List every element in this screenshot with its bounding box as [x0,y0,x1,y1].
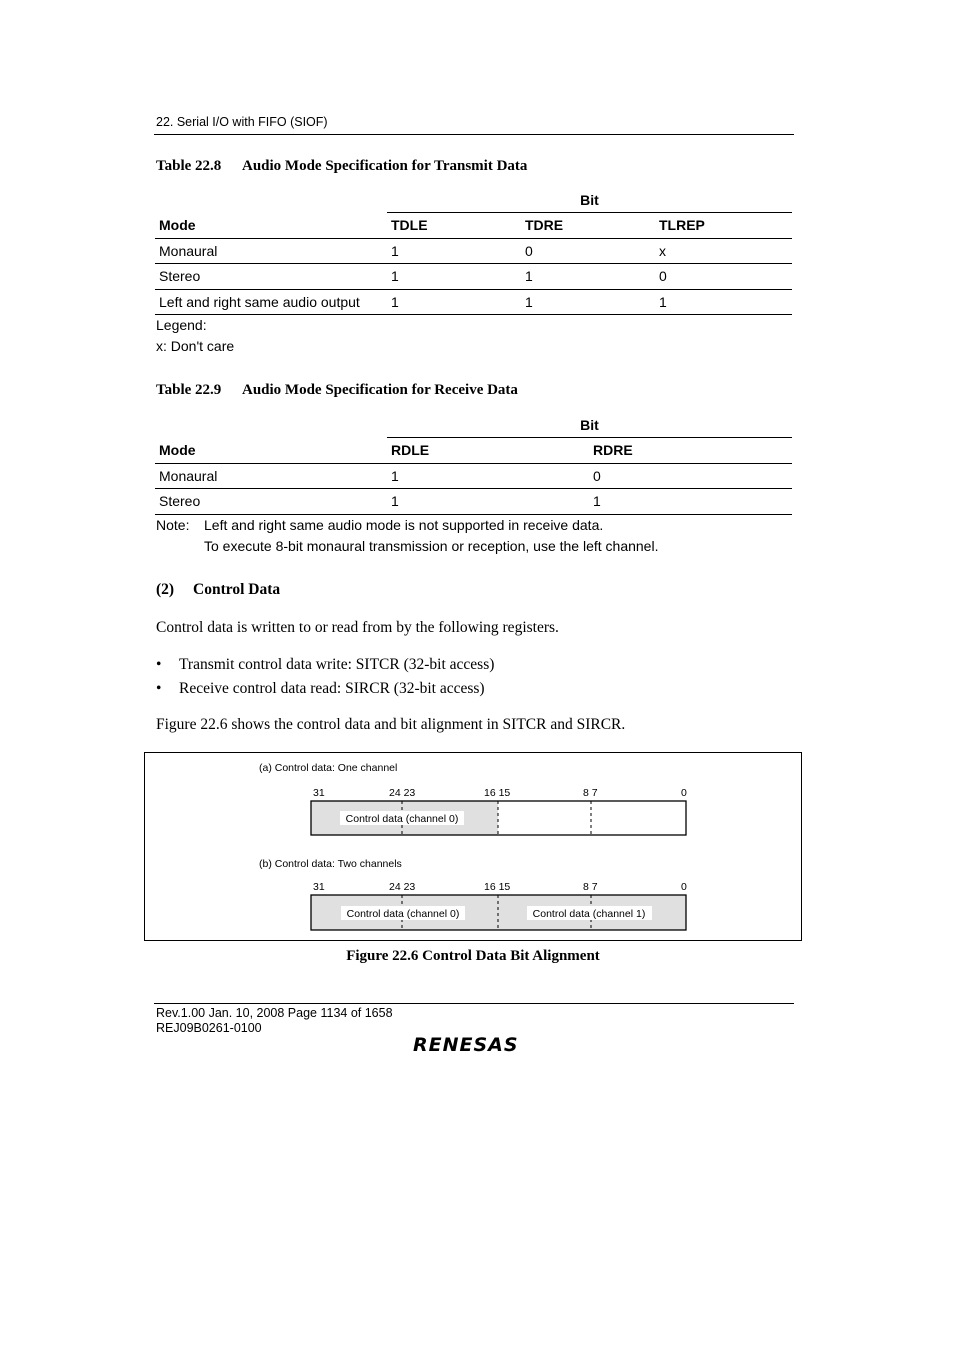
bit-label-8-7: 8 7 [583,787,598,799]
table2-title: Audio Mode Specification for Receive Data [242,382,518,398]
table1-col-mode: Mode [155,213,387,239]
figure-frame [144,752,802,941]
table-cell: 1 [387,264,521,290]
part-a-label: (a) Control data: One channel [259,762,398,774]
bit-label-31: 31 [313,787,325,799]
table-cell: 1 [521,264,655,290]
table1-header-row [155,213,792,239]
renesas-logo: RENESAS [413,1034,519,1056]
table1-group-label: Bit [580,192,599,208]
table-row [155,289,792,315]
table2-header-row [155,438,792,464]
running-header: 22. Serial I/O with FIFO (SIOF) [156,115,328,129]
bit-label-8-7: 8 7 [583,881,598,893]
figure-reference: Figure 22.6 shows the control data and bit alignment in SITCR and SIRCR. [156,716,626,733]
channel1-label: Control data (channel 1) [532,908,646,920]
table2-caption [156,382,518,399]
table-row [155,489,792,515]
table-cell: Monaural [155,238,387,264]
table2-note-line2: To execute 8-bit monaural transmission or reception, use the left channel. [204,538,659,554]
table1-caption [156,158,527,175]
bullet-icon: • [156,680,162,697]
bullet-icon: • [156,656,162,673]
table-row [155,238,792,264]
table1-legend-item: x: Don't care [156,338,235,354]
section-intro: Control data is written to or read from by the following registers. [156,619,559,636]
bit-label-0: 0 [681,787,687,799]
channel0-label: Control data (channel 0) [346,908,460,920]
table-cell: 1 [589,489,792,515]
bit-label-24-23: 24 23 [389,787,416,799]
table-cell: x [655,238,792,264]
section-number: (2) [156,581,175,598]
table-cell: Stereo [155,264,387,290]
table-cell: 0 [521,238,655,264]
table1-title: Audio Mode Specification for Transmit Data [242,158,528,174]
bit-label-31: 31 [313,881,325,893]
table1 [155,188,792,315]
table2 [155,413,792,515]
table-cell: 0 [655,264,792,290]
bit-label-24-23: 24 23 [389,881,416,893]
table-cell: Monaural [155,463,387,489]
channel0-label: Control data (channel 0) [345,813,459,825]
table-cell: 1 [387,489,589,515]
section-title: Control Data [193,581,281,598]
table2-group-label: Bit [580,417,599,433]
figure-caption: Figure 22.6 Control Data Bit Alignment [346,948,600,964]
table2-col-rdle: RDLE [387,438,589,464]
table-cell: Stereo [155,489,387,515]
table2-group-row [155,413,792,438]
list-item-text: Transmit control data write: SITCR (32-bit access) [179,656,495,673]
table-cell: 1 [387,238,521,264]
footer-rule [154,1003,794,1004]
table-cell: 1 [655,289,792,315]
table-row [155,463,792,489]
table2-number: Table 22.9 [156,382,222,398]
table-cell: 1 [387,463,589,489]
bit-label-16-15: 16 15 [484,881,511,893]
footer-doc-number: REJ09B0261-0100 [156,1021,262,1035]
table1-legend-title: Legend: [156,317,207,333]
table1-col-tlrep: TLREP [655,213,792,239]
table-row [155,264,792,290]
bit-label-16-15: 16 15 [484,787,511,799]
list-item-text: Receive control data read: SIRCR (32-bit access) [179,680,485,697]
table1-col-tdle: TDLE [387,213,521,239]
list-item [156,680,485,698]
table1-number: Table 22.8 [156,158,222,174]
table2-note-label: Note: [156,517,190,533]
table-cell: 1 [521,289,655,315]
table1-group-row [155,188,792,213]
table2-col-rdre: RDRE [589,438,792,464]
part-b-label: (b) Control data: Two channels [259,858,402,870]
table2-note-line1: Left and right same audio mode is not supported in receive data. [204,517,604,533]
table-cell: Left and right same audio output [155,289,387,315]
table1-col-tdre: TDRE [521,213,655,239]
list-item [156,656,494,674]
bit-label-0: 0 [681,881,687,893]
table-cell: 1 [387,289,521,315]
table-cell: 0 [589,463,792,489]
bit-alignment-diagram [145,753,801,940]
table2-col-mode: Mode [155,438,387,464]
footer-revision: Rev.1.00 Jan. 10, 2008 Page 1134 of 1658 [156,1006,393,1020]
section-heading [156,581,280,599]
header-rule [154,134,794,135]
